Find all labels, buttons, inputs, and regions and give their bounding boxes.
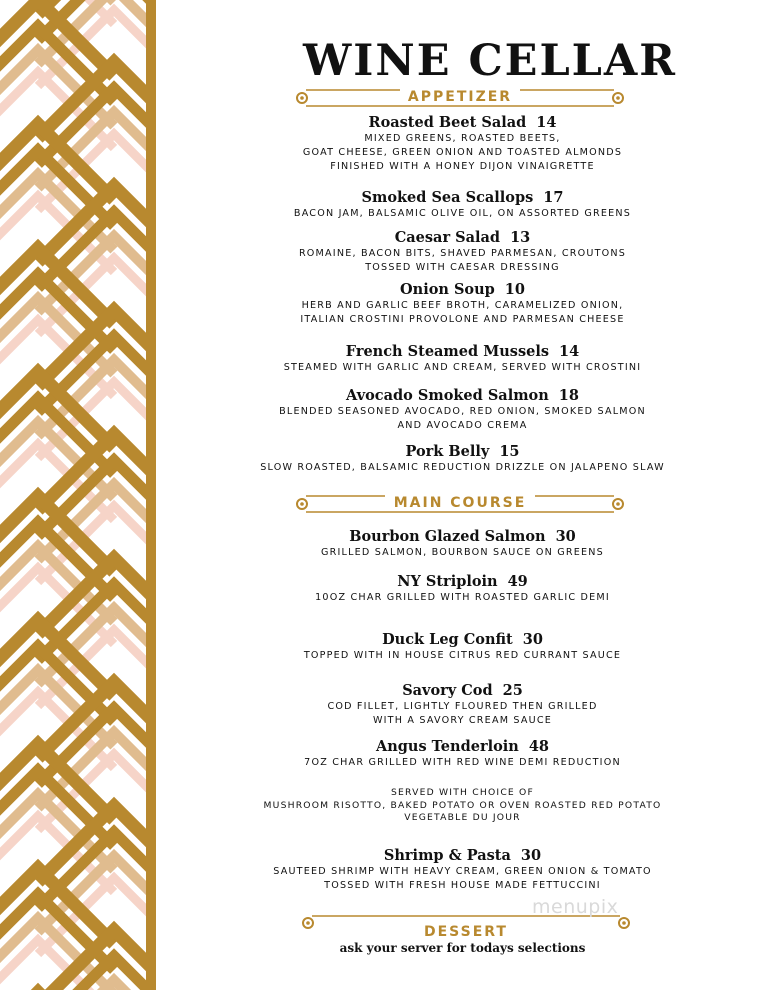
menu-item-price: 18 — [558, 387, 579, 404]
menu-item-price: 17 — [543, 189, 564, 206]
menu-item — [160, 387, 765, 433]
menu-item-title — [160, 229, 765, 247]
menu-item-description: 7OZ CHAR GRILLED WITH RED WINE DEMI REDUCTION — [304, 757, 621, 768]
menu-item — [160, 847, 765, 893]
menu-item-description: GOAT CHEESE, GREEN ONION AND TOASTED ALMONDS — [302, 147, 623, 158]
menu-item-description: TOSSED WITH CAESAR DRESSING — [365, 262, 560, 273]
menu-item-title — [160, 281, 765, 299]
served-with-line: VEGETABLE DU JOUR — [404, 812, 521, 823]
menu-item-description: BLENDED SEASONED AVOCADO, RED ONION, SMOKED SALMON — [279, 406, 646, 417]
menu-item-price: 49 — [507, 573, 528, 590]
menu-item — [160, 229, 765, 275]
menu-item-title — [160, 631, 765, 649]
menu-item — [160, 573, 765, 605]
menu-item — [160, 189, 765, 221]
menu-item — [160, 443, 765, 475]
menu-item-description: ROMAINE, BACON BITS, SHAVED PARMESAN, CROUTONS — [298, 248, 627, 259]
menu-item-title — [160, 343, 765, 361]
menu-item-name: NY Striploin — [397, 573, 498, 590]
menu-item-price: 48 — [528, 738, 549, 755]
menu-item-price: 25 — [502, 682, 523, 699]
menu-item-title — [160, 528, 765, 546]
menu-item-title — [160, 189, 765, 207]
menu-item-name: Roasted Beet Salad — [368, 114, 527, 131]
menu-item-name: Bourbon Glazed Salmon — [349, 528, 546, 545]
menu-item-name: French Steamed Mussels — [345, 343, 550, 360]
served-with-note — [160, 787, 765, 825]
menu-item — [160, 281, 765, 327]
served-with-line: SERVED WITH CHOICE OF — [391, 787, 534, 798]
menu-item — [160, 682, 765, 728]
menu-item-description: COD FILLET, LIGHTLY FLOURED THEN GRILLED — [327, 701, 598, 712]
menu-item — [160, 114, 765, 174]
menu-item — [160, 631, 765, 663]
menu-item-description: SAUTEED SHRIMP WITH HEAVY CREAM, GREEN ONION & TOMATO — [273, 866, 652, 877]
main-course-section-header — [292, 493, 628, 515]
menu-item-name: Savory Cod — [402, 682, 493, 699]
menu-item-name: Pork Belly — [405, 443, 490, 460]
menu-item-description: SLOW ROASTED, BALSAMIC REDUCTION DRIZZLE ON JALAPENO SLAW — [260, 462, 665, 473]
menu-item-description: HERB AND GARLIC BEEF BROTH, CARAMELIZED ONION, — [301, 300, 624, 311]
menu-item-title — [160, 738, 765, 756]
menu-item-price: 30 — [522, 631, 543, 648]
served-with-line: MUSHROOM RISOTTO, BAKED POTATO OR OVEN ROASTED RED POTATO — [263, 799, 662, 811]
menu-item-name: Duck Leg Confit — [382, 631, 513, 648]
menu-item-name: Shrimp & Pasta — [383, 847, 511, 864]
menu-item-title — [160, 114, 765, 132]
menu-item-description: GRILLED SALMON, BOURBON SAUCE ON GREENS — [321, 547, 604, 558]
menu-item-price: 30 — [520, 847, 542, 864]
menu-item-description: 10OZ CHAR GRILLED WITH ROASTED GARLIC DEMI — [315, 592, 610, 603]
menu-item-description: BACON JAM, BALSAMIC OLIVE OIL, ON ASSORTED GREENS — [293, 208, 632, 219]
appetizer-heading: APPETIZER — [400, 89, 520, 105]
menu-item-description: FINISHED WITH A HONEY DIJON VINAIGRETTE — [330, 161, 595, 172]
menu-item-price: 14 — [559, 343, 580, 360]
main-course-heading: MAIN COURSE — [385, 495, 535, 511]
menu-item-description: STEAMED WITH GARLIC AND CREAM, SERVED WITH CROSTINI — [283, 362, 642, 373]
menu-item-title — [160, 443, 765, 461]
menu-item-title — [160, 573, 765, 591]
decorative-chevron-pattern — [0, 0, 158, 990]
dessert-note: ask your server for todays selections — [339, 941, 586, 955]
menu-item-name: Smoked Sea Scallops — [361, 189, 534, 206]
menu-item-description: AND AVOCADO CREMA — [397, 420, 528, 431]
menu-item-name: Caesar Salad — [394, 229, 501, 246]
menu-item-title — [160, 387, 765, 405]
menu-item-title — [160, 682, 765, 700]
menu-item — [160, 738, 765, 770]
dessert-heading: DESSERT — [424, 924, 508, 940]
menu-item-price: 30 — [555, 528, 576, 545]
menu-item-description: MIXED GREENS, ROASTED BEETS, — [364, 133, 561, 144]
menu-item-description: WITH A SAVORY CREAM SAUCE — [372, 715, 553, 726]
menu-item-price: 14 — [536, 114, 557, 131]
menu-item-name: Onion Soup — [400, 281, 495, 298]
menu-item-title — [160, 847, 765, 865]
menu-item — [160, 528, 765, 560]
watermark: menupix — [532, 896, 619, 918]
menu-item — [160, 343, 765, 375]
restaurant-title: WINE CELLAR — [302, 36, 678, 86]
appetizer-section-header — [292, 87, 628, 109]
menu-item-price: 13 — [510, 229, 531, 246]
menu-item-price: 15 — [499, 443, 520, 460]
menu-item-price: 10 — [504, 281, 525, 298]
menu-item-description: TOSSED WITH FRESH HOUSE MADE FETTUCCINI — [324, 880, 601, 891]
menu-item-name: Angus Tenderloin — [376, 738, 519, 755]
menu-item-description: TOPPED WITH IN HOUSE CITRUS RED CURRANT SAUCE — [303, 650, 622, 661]
menu-item-name: Avocado Smoked Salmon — [346, 387, 549, 404]
menu-item-description: ITALIAN CROSTINI PROVOLONE AND PARMESAN CHEESE — [300, 314, 625, 325]
